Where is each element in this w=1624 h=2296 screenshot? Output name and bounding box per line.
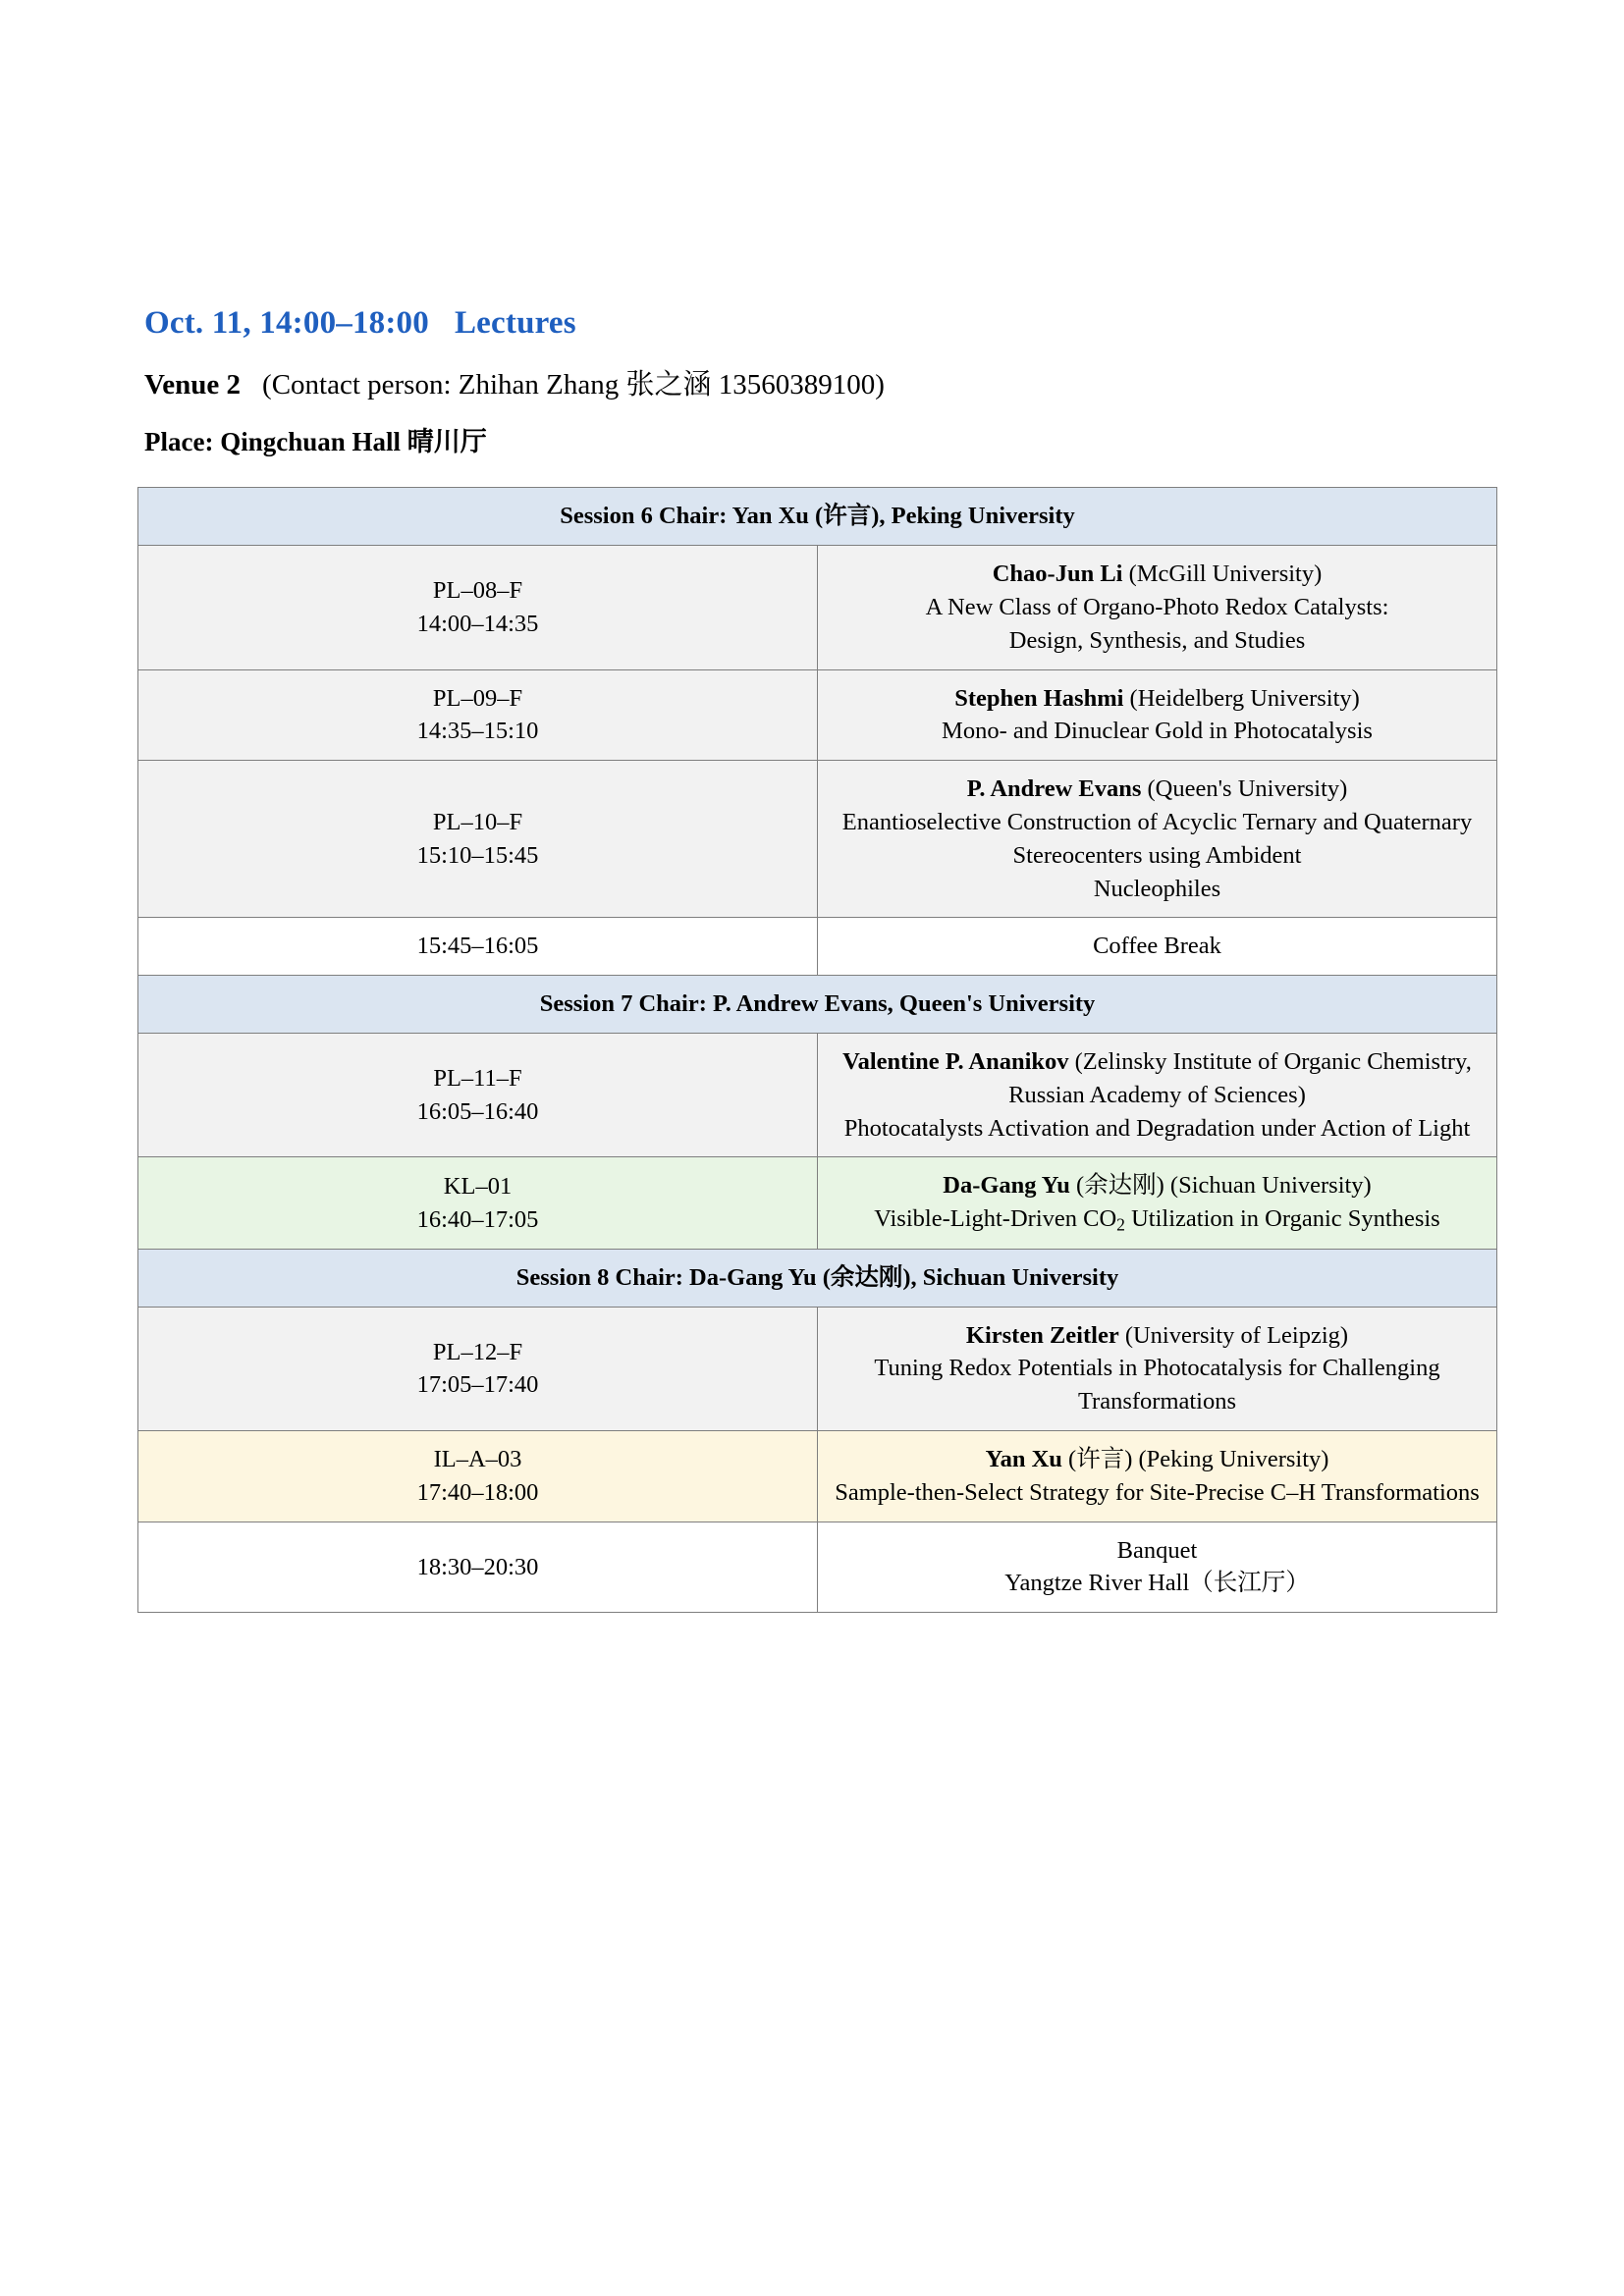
page-title-date: Oct. 11, 14:00–18:00 [144, 305, 429, 341]
talk-affiliation: (Queen's University) [1147, 775, 1348, 803]
talk-time: 16:40–17:05 [416, 1205, 539, 1233]
session-header: Session 8 Chair: Da-Gang Yu (余达刚), Sichuan University [138, 1249, 1497, 1307]
talk-code-time [138, 1307, 818, 1430]
talk-title-suffix: Utilization in Organic Synthesis [1124, 1205, 1440, 1233]
talk-speaker: Stephen Hashmi [954, 684, 1124, 712]
talk-code-time [138, 761, 818, 918]
talk-details [818, 1307, 1497, 1430]
talk-speaker: Kirsten Zeitler [965, 1321, 1119, 1349]
talk-code: PL–08–F [432, 577, 523, 605]
talk-details [818, 1431, 1497, 1522]
table-row [138, 669, 1497, 761]
talk-speaker: P. Andrew Evans [966, 775, 1142, 803]
talk-title-line-1: A New Class of Organo-Photo Redox Catalysts: [925, 593, 1389, 620]
talk-title-subscript: 2 [1116, 1214, 1125, 1235]
talk-title-line-1 [828, 1202, 1487, 1237]
talk-title-prefix: Visible-Light-Driven CO [874, 1205, 1117, 1233]
talk-details [818, 761, 1497, 918]
talk-speaker-line [828, 558, 1487, 591]
talk-code: PL–12–F [432, 1338, 523, 1365]
talk-speaker-line [828, 1443, 1487, 1476]
talk-details [818, 546, 1497, 669]
talk-details [818, 1033, 1497, 1156]
talk-title-line-1: Mono- and Dinuclear Gold in Photocatalysis [942, 718, 1373, 745]
talk-affiliation: (Zelinsky Institute of Organic Chemistry, Russian Academy of Sciences) [1008, 1047, 1472, 1108]
talk-title-line-1: Enantioselective Construction of Acyclic Ternary and Quaternary Stereocenters using Ambident [841, 808, 1473, 869]
talk-code: PL–09–F [432, 684, 523, 712]
talk-speaker: Yan Xu [985, 1446, 1062, 1473]
talk-speaker-line [828, 773, 1487, 806]
talk-code: PL–11–F [433, 1064, 522, 1092]
table-row [138, 1307, 1497, 1430]
talk-affiliation: (许言) (Peking University) [1068, 1446, 1329, 1473]
page-title-kind: Lectures [454, 305, 576, 341]
talk-title-line-1: Tuning Redox Potentials in Photocatalysis for Challenging Transformations [874, 1355, 1440, 1415]
schedule-table [137, 487, 1497, 1613]
talk-code-time [138, 1157, 818, 1250]
talk-code: PL–10–F [432, 808, 523, 835]
banquet-venue: Yangtze River Hall（长江厅） [1004, 1570, 1310, 1597]
table-row [138, 1431, 1497, 1522]
table-row [138, 1249, 1497, 1307]
banquet-label: Banquet [1116, 1536, 1198, 1564]
talk-details [818, 1157, 1497, 1250]
talk-details [818, 669, 1497, 761]
session-header: Session 7 Chair: P. Andrew Evans, Queen's University [138, 976, 1497, 1034]
talk-title-line-1: Sample-then-Select Strategy for Site-Precise C–H Transformations [835, 1478, 1480, 1506]
talk-title-line-1: Photocatalysts Activation and Degradation under Action of Light [843, 1114, 1471, 1142]
talk-code-time [138, 1033, 818, 1156]
table-row [138, 761, 1497, 918]
talk-code-time [138, 669, 818, 761]
talk-time: 14:35–15:10 [416, 718, 539, 745]
table-row [138, 1033, 1497, 1156]
venue-contact: (Contact person: Zhihan Zhang 张之涵 13560389100) [262, 368, 885, 400]
table-row [138, 546, 1497, 669]
talk-code-time [138, 546, 818, 669]
talk-title-line-2: Nucleophiles [1093, 875, 1221, 902]
table-row [138, 1157, 1497, 1250]
table-row [138, 1522, 1497, 1613]
talk-speaker: Da-Gang Yu [943, 1172, 1070, 1200]
talk-code: KL–01 [443, 1172, 513, 1200]
talk-time: 16:05–16:40 [416, 1097, 539, 1125]
document-content [137, 304, 1497, 1613]
banquet-details [818, 1522, 1497, 1613]
session-header: Session 6 Chair: Yan Xu (许言), Peking University [138, 488, 1497, 546]
place-line: Place: Qingchuan Hall 晴川厅 [144, 427, 487, 457]
talk-affiliation: (McGill University) [1128, 561, 1323, 588]
venue-label: Venue 2 [144, 368, 242, 400]
talk-speaker: Valentine P. Ananikov [842, 1047, 1069, 1075]
break-label: Coffee Break [818, 918, 1497, 976]
talk-time: 14:00–14:35 [416, 610, 539, 637]
talk-code: IL–A–03 [433, 1446, 522, 1473]
table-row [138, 976, 1497, 1034]
talk-speaker-line [828, 1169, 1487, 1202]
talk-affiliation: (Heidelberg University) [1129, 684, 1360, 712]
page-title [144, 304, 1497, 344]
talk-speaker-line [828, 1319, 1487, 1353]
talk-title-line-2: Design, Synthesis, and Studies [1008, 626, 1306, 654]
talk-affiliation: (余达刚) (Sichuan University) [1075, 1172, 1372, 1200]
talk-time: 17:05–17:40 [416, 1371, 539, 1399]
table-row [138, 918, 1497, 976]
table-row [138, 488, 1497, 546]
talk-speaker: Chao-Jun Li [992, 561, 1123, 588]
talk-time: 17:40–18:00 [416, 1478, 539, 1506]
venue-line [144, 367, 1497, 404]
talk-speaker-line [828, 682, 1487, 716]
talk-time: 15:10–15:45 [416, 841, 539, 869]
talk-affiliation: (University of Leipzig) [1124, 1321, 1349, 1349]
banquet-time: 18:30–20:30 [138, 1522, 818, 1613]
talk-code-time [138, 1431, 818, 1522]
talk-speaker-line [828, 1045, 1487, 1112]
break-time: 15:45–16:05 [138, 918, 818, 976]
